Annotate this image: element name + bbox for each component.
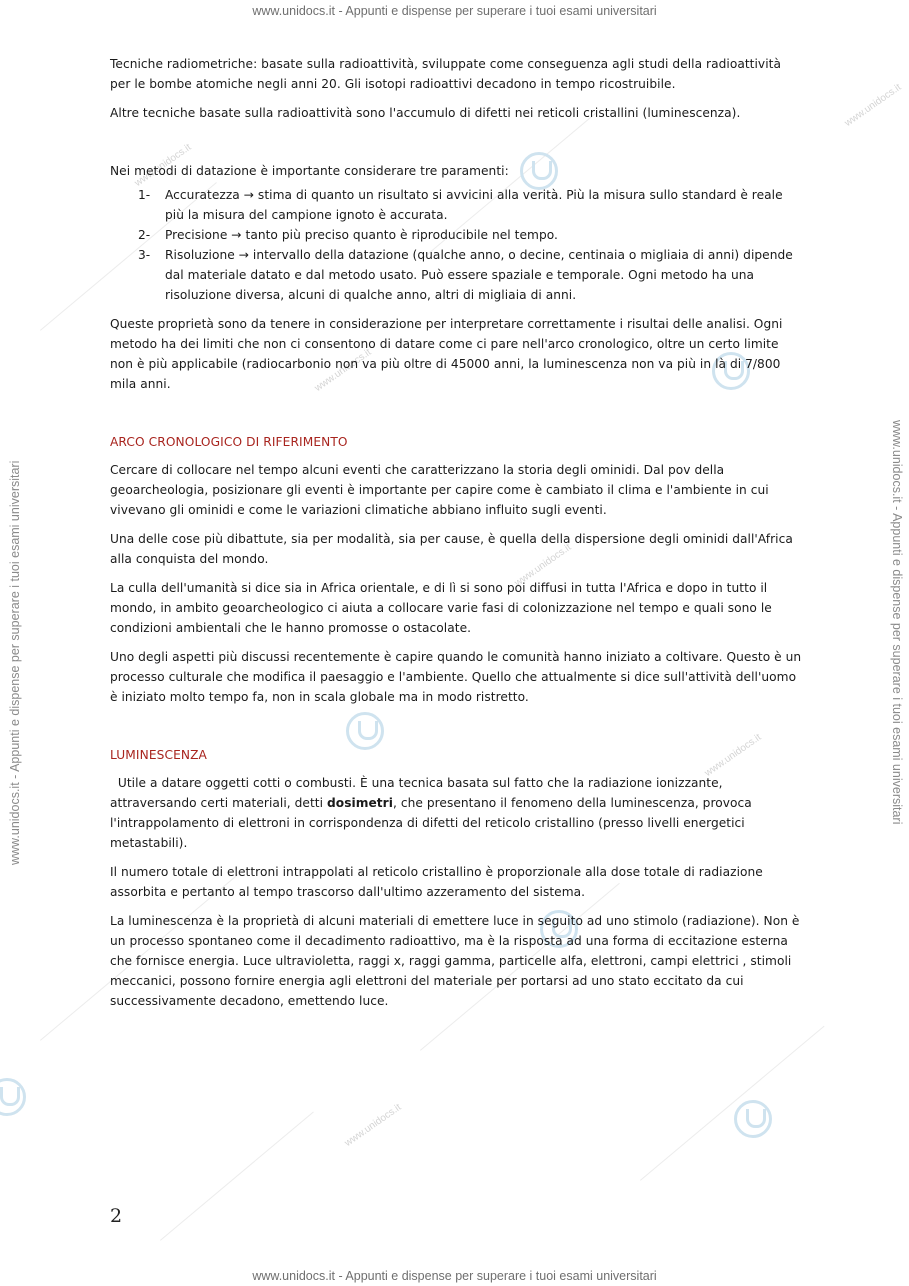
list-item-text: Risoluzione → intervallo della datazione (qualche anno, o decine, centinaia o migliaia di anni) dipende dal materiale datato e dal metodo usato. Può essere spaziale e temporale. Ogni metodo ha una risoluzione diversa, alcuni di qualche anno, altri di migliaia di anni. [165, 248, 793, 302]
list-item [110, 225, 802, 245]
list-item [110, 185, 802, 225]
section-paragraph [110, 773, 802, 853]
list-item-text: Accuratezza → stima di quanto un risultato si avvicini alla verità. Più la misura sullo standard è reale più la misura del campione ignoto è accurata. [165, 188, 783, 222]
section-paragraph: La culla dell'umanità si dice sia in Africa orientale, e di lì si sono poi diffusi in tutta l'Africa e dopo in tutto il mondo, in ambito geoarcheologico ci aiuta a collocare varie fasi di colonizzazione nel tempo e quali sono le condizioni ambientali che le hanno promosse o ostacolate. [110, 581, 772, 635]
unidocs-stamp-icon [0, 1078, 26, 1116]
params-intro: Nei metodi di datazione è importante considerare tre paramenti: [110, 164, 509, 178]
left-side-watermark: www.unidocs.it - Appunti e dispense per superare i tuoi esami universitari [8, 460, 22, 865]
footer-watermark: www.unidocs.it - Appunti e dispense per superare i tuoi esami universitari [252, 1269, 657, 1283]
paragraph-text: , che presentano il fenomeno della luminescenza, provoca l'intrappolamento di elettroni in corrispondenza di difetti del reticolo cristallino (presso livelli energetici metastabili). [110, 796, 756, 850]
section-heading: LUMINESCENZA [110, 748, 207, 762]
intro-paragraph: Tecniche radiometriche: basate sulla radioattività, sviluppate come conseguenza agli studi della radioattività per le bombe atomiche negli anni 20. Gli isotopi radioattivi decadono in tempo ricostruibile. [110, 57, 781, 91]
watermark-diagonal: www.unidocs.it [842, 82, 904, 129]
section-paragraph: Cercare di collocare nel tempo alcuni eventi che caratterizzano la storia degli ominidi. Dal pov della geoarcheologia, posizionare gli eventi è importante per capire come è cambiato il clima e l'ambiente in cui vivevano gli ominidi e come le variazioni climatiche abbiano influito sugli eventi. [110, 463, 769, 517]
params-outro: Queste proprietà sono da tenere in considerazione per interpretare correttamente i risultai delle analisi. Ogni metodo ha dei limiti che non ci consentono di datare come ci pare nell'arco cronologico, oltre un certo limite non è più applicabile (radiocarbonio non va più oltre di 45000 anni, la luminescenza non va più in là di 7/800 mila anni. [110, 317, 783, 391]
bold-term: dosimetri [327, 796, 393, 810]
list-item-number: 3- [138, 248, 151, 262]
list-item-text: Precisione → tanto più preciso quanto è riproducibile nel tempo. [165, 228, 558, 242]
watermark-line [160, 1111, 314, 1240]
section-paragraph: La luminescenza è la proprietà di alcuni materiali di emettere luce in seguito ad uno stimolo (radiazione). Non è un processo spontaneo come il decadimento radioattivo, ma è la risposta ad una forma di eccitazione esterna che fornisce energia. Luce ultravioletta, raggi x, raggi gamma, particelle alfa, elettroni, campi elettrici , stimoli meccanici, possono fornire energia agli elettroni del materiale per portarsi ad uno stato eccitato da cui successivamente decadono, emettendo luce. [110, 914, 800, 1008]
section-paragraph: Una delle cose più dibattute, sia per modalità, sia per cause, è quella della dispersione degli ominidi dall'Africa alla conquista del mondo. [110, 532, 793, 566]
intro-paragraph: Altre tecniche basate sulla radioattività sono l'accumulo di difetti nei reticoli cristallini (luminescenza). [110, 106, 741, 120]
right-side-watermark: www.unidocs.it - Appunti e dispense per superare i tuoi esami universitari [890, 420, 904, 825]
header-watermark: www.unidocs.it - Appunti e dispense per superare i tuoi esami universitari [252, 4, 657, 18]
watermark-diagonal: www.unidocs.it [702, 732, 764, 779]
section-paragraph: Uno degli aspetti più discussi recentemente è capire quando le comunità hanno iniziato a coltivare. Questo è un processo culturale che modifica il paesaggio e l'ambiente. Quello che attualmente si dice sull'attività dell'uomo è iniziato molto tempo fa, non in scala globale ma in modo ristretto. [110, 650, 802, 704]
page-number: 2 [110, 1205, 123, 1227]
list-item-number: 2- [138, 228, 151, 242]
list-item [110, 245, 802, 305]
watermark-line [640, 1026, 824, 1181]
watermark-diagonal: www.unidocs.it [312, 347, 374, 394]
watermark-diagonal: www.unidocs.it [512, 542, 574, 589]
section-paragraph: Il numero totale di elettroni intrappolati al reticolo cristallino è proporzionale alla dose totale di radiazione assorbita e pertanto al tempo trascorso dall'ultimo azzeramento del sistema. [110, 865, 763, 899]
document-body [110, 54, 802, 1020]
paragraph-text: Utile a datare oggetti cotti o combusti. È una tecnica basata sul fatto che la radiazione ionizzante, attraversando certi materiali, detti [110, 776, 727, 810]
unidocs-stamp-icon [734, 1100, 772, 1138]
list-item-number: 1- [138, 188, 151, 202]
params-list [110, 185, 802, 305]
watermark-diagonal: www.unidocs.it [132, 142, 194, 189]
watermark-diagonal: www.unidocs.it [342, 1102, 404, 1149]
section-heading: ARCO CRONOLOGICO DI RIFERIMENTO [110, 435, 348, 449]
